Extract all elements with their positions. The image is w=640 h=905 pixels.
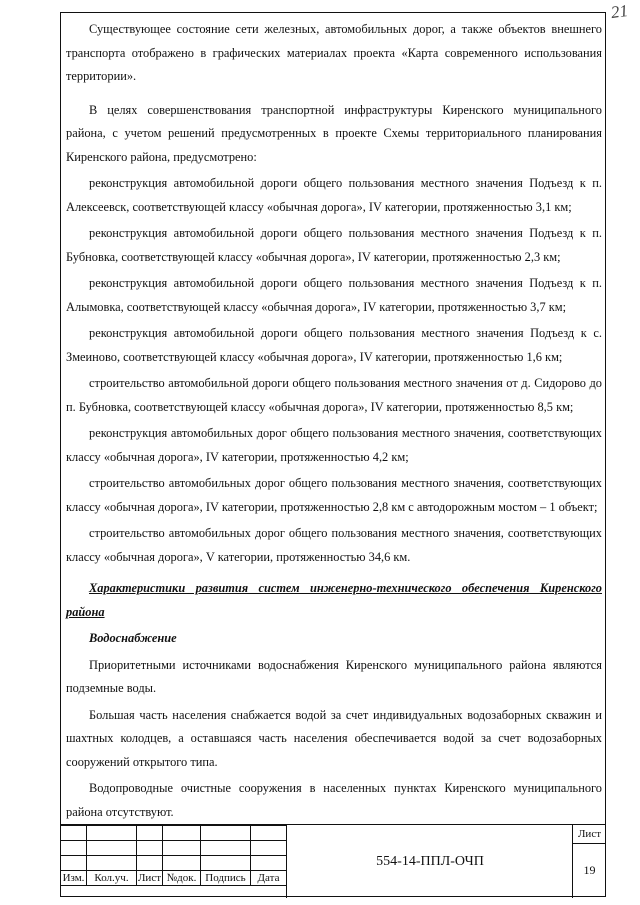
title-block <box>60 824 606 897</box>
revision-table <box>60 825 287 886</box>
list-item: строительство автомобильной дороги общего пользования местного значения от д. Сидорово до п. Бубновка, соответствующей классу «обычная дорога», IV категории, протяженностью 8,5 км; <box>66 376 602 414</box>
list-item: строительство автомобильных дорог общего пользования местного значения, соответствующих классу «обычная дорога», V категории, протяженностью 34,6 км. <box>66 526 602 564</box>
column-header: Дата <box>251 871 287 886</box>
document-code: 554-14-ППЛ-ОЧП <box>286 825 573 898</box>
column-header: №док. <box>163 871 201 886</box>
sheet-number: 19 <box>583 863 596 877</box>
paragraph: Водопроводные очистные сооружения в населенных пунктах Киренского муниципального района отсутствуют. <box>66 781 602 819</box>
column-header: Подпись <box>201 871 251 886</box>
list-item: реконструкция автомобильной дороги общего пользования местного значения Подъезд к п. Алымовка, соответствующей классу «обычная дорога», IV категории, протяженностью 3,7 км; <box>66 276 602 314</box>
paragraph: Существующее состояние сети железных, автомобильных дорог, а также объектов внешнего транспорта отображено в графических материалах проекта «Карта современного использования территории». <box>66 22 602 83</box>
column-header: Кол.уч. <box>87 871 137 886</box>
subheading: Водоснабжение <box>89 631 177 645</box>
sheet-box <box>572 825 606 898</box>
list-item: реконструкция автомобильной дороги общего пользования местного значения Подъезд к с. Змеиново, соответствующей классу «обычная дорога», IV категории, протяженностью 1,6 км; <box>66 326 602 364</box>
paragraph: В целях совершенствования транспортной инфраструктуры Киренского муниципального района, с учетом решений предусмотренных в проекте Схемы территориального планирования Киренского района, предусмотрено: <box>66 102 602 164</box>
list-item: реконструкция автомобильных дорог общего пользования местного значения, соответствующих классу «обычная дорога», IV категории, протяженностью 4,2 км; <box>66 426 602 464</box>
list-item: реконструкция автомобильной дороги общего пользования местного значения Подъезд к п. Алексеевск, соответствующей классу «обычная дорога», IV категории, протяженностью 3,1 км; <box>66 176 602 214</box>
paragraph: Большая часть населения снабжается водой за счет индивидуальных водозаборных скважин и шахтных колодцев, а оставшаяся часть населения обеспечивается водой за счет водозаборных сооружений открытого типа. <box>66 707 602 769</box>
document-body <box>66 18 602 827</box>
sheet-label: Лист <box>573 825 606 844</box>
paragraph: Приоритетными источниками водоснабжения Киренского муниципального района являются подземные воды. <box>66 657 602 695</box>
handwritten-page-number: 21 <box>609 0 630 23</box>
section-heading: Характеристики развития систем инженерно-технического обеспечения Киренского района <box>66 581 602 619</box>
column-header: Изм. <box>61 871 87 886</box>
column-header: Лист <box>137 872 162 884</box>
revision-header-row <box>61 871 287 886</box>
list-item: реконструкция автомобильной дороги общего пользования местного значения Подъезд к п. Бубновка, соответствующей классу «обычная дорога», IV категории, протяженностью 2,3 км; <box>66 226 602 264</box>
list-item: строительство автомобильных дорог общего пользования местного значения, соответствующих классу «обычная дорога», IV категории, протяженностью 2,8 км с автодорожным мостом – 1 объект; <box>66 476 602 514</box>
